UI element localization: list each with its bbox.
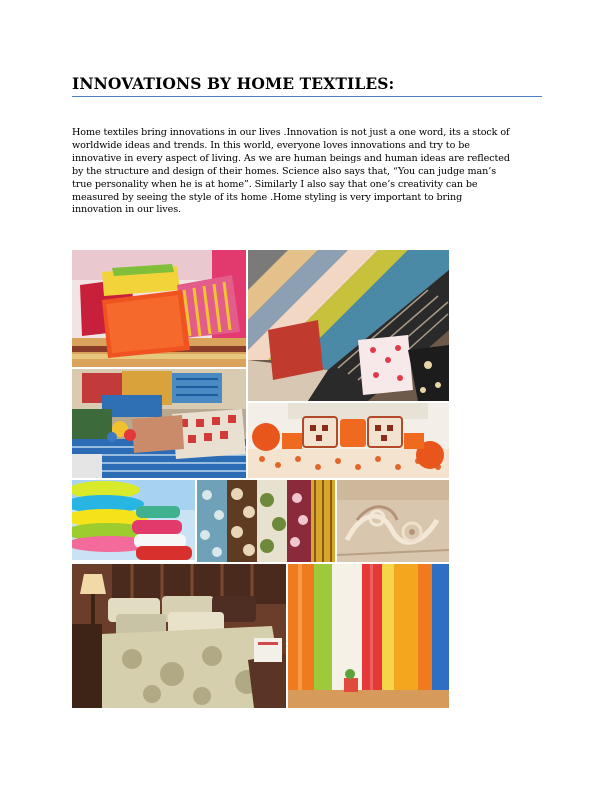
page-title: INNOVATIONS BY HOME TEXTILES: xyxy=(72,74,395,93)
embroidery-photo xyxy=(337,480,449,562)
paragraph-line: by the structure and design of their homes. Science also says that, “You can judge man’s xyxy=(72,165,497,177)
body-paragraph xyxy=(72,127,542,217)
pillows-on-bed-photo xyxy=(72,250,246,367)
printed-fabrics-photo xyxy=(197,480,335,562)
fabric-swatches-photo xyxy=(248,250,449,401)
orange-daybed-photo xyxy=(248,403,449,478)
colorful-curtains-photo xyxy=(288,564,449,708)
paragraph-line: Home textiles bring innovations in our lives .Innovation is not just a one word, its a stock of xyxy=(72,127,510,138)
paragraph-line: innovative in every aspect of living. As we are human beings and human ideas are reflected xyxy=(72,152,510,164)
stacked-towels-photo xyxy=(72,480,195,560)
textile-photo-collage xyxy=(72,250,449,708)
paragraph-line: innovation in our lives. xyxy=(72,204,181,216)
bedroom-bedding-photo xyxy=(72,564,286,708)
cushions-and-blankets-photo xyxy=(72,369,246,478)
paragraph-line: worldwide ideas and trends. In this world, everyone loves innovations and try to be xyxy=(72,139,470,151)
paragraph-line: measured by seeing the style of its home .Home styling is very important to bring xyxy=(72,191,463,203)
paragraph-line: true personality when he is at home”. Similarly I also say that one’s creativity can be xyxy=(72,178,478,190)
title-underline xyxy=(72,96,542,97)
